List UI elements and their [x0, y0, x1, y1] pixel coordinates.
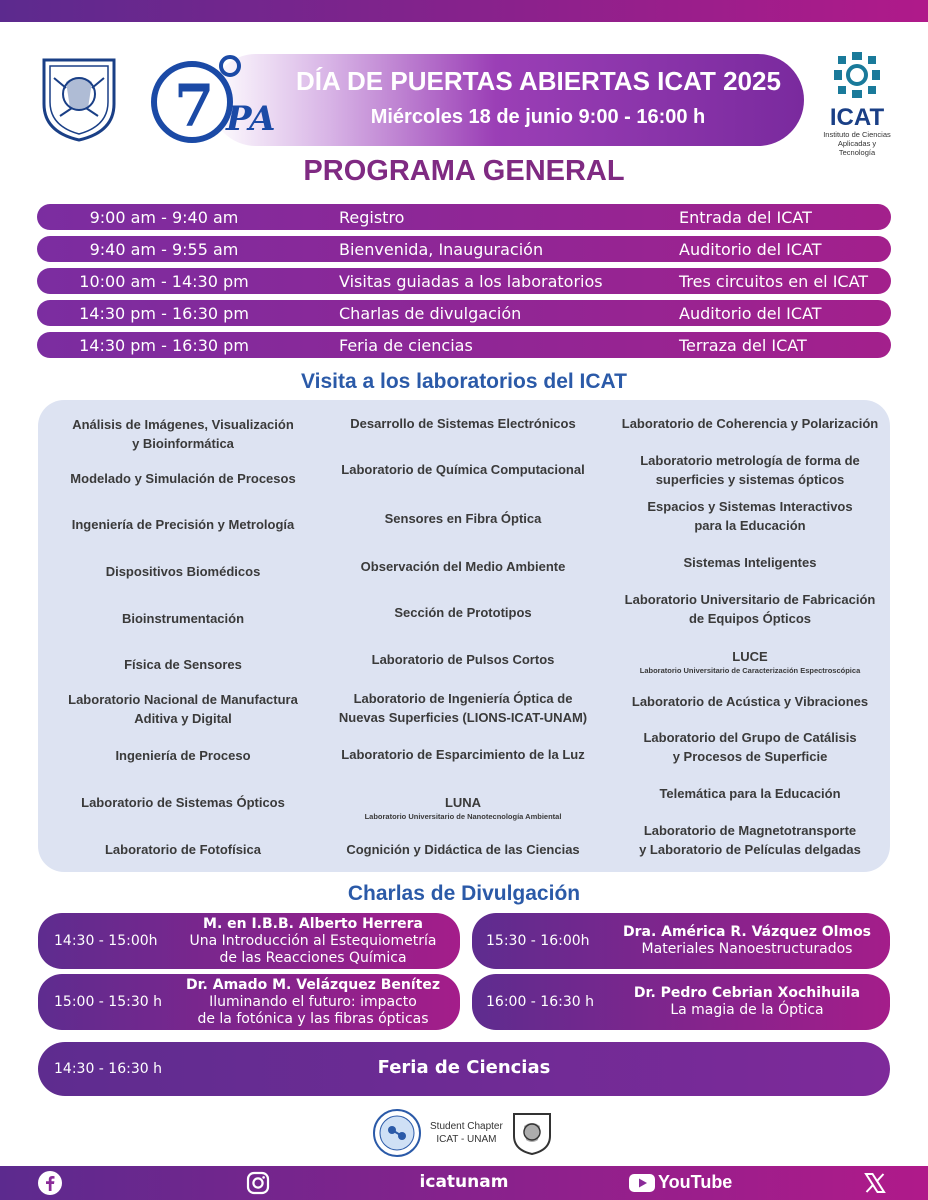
- talk-info: [612, 913, 882, 969]
- icat-logo: [820, 50, 894, 157]
- schedule-row: [37, 268, 891, 294]
- schedule-row: [37, 204, 891, 230]
- talk-topic: de la fotónica y las fibras ópticas: [197, 1010, 429, 1027]
- talk-time: 16:00 - 16:30 h: [486, 994, 594, 1010]
- instagram-icon[interactable]: [246, 1171, 270, 1195]
- lab-item: Laboratorio de Ingeniería Óptica de Nuevas Superficies (LIONS-ICAT-UNAM): [338, 691, 588, 725]
- lab-item: Laboratorio del Grupo de Catálisis y Procesos de Superficie: [643, 730, 857, 764]
- talk-topic: La magia de la Óptica: [670, 1002, 824, 1018]
- schedule-time: 10:00 am - 14:30 pm: [79, 272, 249, 291]
- fair-title: Feria de Ciencias: [377, 1057, 551, 1078]
- schedule-time: 9:40 am - 9:55 am: [89, 240, 239, 259]
- youtube-label[interactable]: YouTube: [658, 1172, 733, 1192]
- puertas-abiertas-logo-icon: [144, 52, 294, 148]
- schedule-row: [37, 236, 891, 262]
- lab-item: Observación del Medio Ambiente: [360, 559, 566, 574]
- talks-title: Charlas de Divulgación: [347, 882, 581, 905]
- lab-item: Dispositivos Biomédicos: [105, 564, 261, 579]
- youtube-icon[interactable]: [628, 1172, 656, 1194]
- talk-card: [38, 974, 460, 1030]
- schedule-place: Tres circuitos en el ICAT: [679, 272, 869, 291]
- event-date: Miércoles 18 de junio 9:00 - 16:00 h: [370, 106, 706, 128]
- talk-card: [472, 974, 890, 1030]
- talk-speaker: M. en I.B.B. Alberto Herrera: [203, 915, 423, 932]
- schedule-time: 14:30 pm - 16:30 pm: [79, 336, 249, 355]
- talk-info: [612, 974, 882, 1030]
- schedule-time: 9:00 am - 9:40 am: [89, 208, 239, 227]
- lab-item: Sensores en Fibra Óptica: [384, 511, 542, 526]
- social-handle[interactable]: icatunam: [419, 1172, 509, 1192]
- lab-item: LUCE Laboratorio Universitario de Caracterización Espectroscópica: [639, 649, 861, 675]
- unam-seal-icon: [36, 52, 122, 142]
- talk-card: [472, 913, 890, 969]
- lab-item: Laboratorio Nacional de Manufactura Aditiva y Digital: [68, 692, 298, 726]
- lab-item: Laboratorio de Sistemas Ópticos: [81, 795, 285, 810]
- student-chapter-logo-icon: [372, 1108, 422, 1158]
- lab-item: Sección de Prototipos: [394, 605, 532, 620]
- schedule-activity: Bienvenida, Inauguración: [339, 240, 544, 259]
- talk-speaker: Dr. Amado M. Velázquez Benítez: [186, 976, 440, 993]
- lab-item: Física de Sensores: [124, 657, 242, 672]
- program-title: PROGRAMA GENERAL: [303, 155, 625, 187]
- talk-time: 15:00 - 15:30 h: [54, 994, 162, 1010]
- lab-item: Laboratorio de Química Computacional: [341, 462, 585, 477]
- svg-text:PA: PA: [226, 99, 276, 139]
- lab-item: Laboratorio de Pulsos Cortos: [371, 652, 555, 667]
- labs-title: Visita a los laboratorios del ICAT: [301, 370, 627, 393]
- lab-item: Sistemas Inteligentes: [683, 555, 817, 570]
- talk-topic: Materiales Nanoestructurados: [641, 941, 853, 957]
- lab-item: Laboratorio de Coherencia y Polarización: [621, 416, 879, 431]
- lab-item: Ingeniería de Precisión y Metrología: [71, 517, 295, 532]
- science-fair-bar: [38, 1042, 890, 1096]
- talk-time: 14:30 - 15:00h: [54, 933, 158, 949]
- schedule-activity: Charlas de divulgación: [339, 304, 522, 323]
- schedule-row: [37, 300, 891, 326]
- x-twitter-icon[interactable]: [864, 1172, 886, 1194]
- lab-item: Laboratorio de Fotofísica: [104, 842, 261, 857]
- talk-speaker: Dr. Pedro Cebrian Xochihuila: [633, 985, 861, 1001]
- schedule-activity: Visitas guiadas a los laboratorios: [339, 272, 603, 291]
- icat-emblem-icon: [832, 50, 882, 100]
- lab-item: Análisis de Imágenes, Visualización y Bioinformática: [72, 417, 294, 451]
- schedule-place: Terraza del ICAT: [679, 336, 807, 355]
- event-title: DÍA DE PUERTAS ABIERTAS ICAT 2025: [296, 66, 781, 96]
- schedule-activity: Registro: [339, 208, 405, 227]
- svg-text:7: 7: [174, 72, 215, 140]
- icat-subtitle-2: Aplicadas y Tecnología: [837, 139, 877, 157]
- talk-info: [178, 913, 448, 969]
- lab-item: Laboratorio de Magnetotransporte y Laboratorio de Películas delgadas: [639, 823, 861, 857]
- student-chapter-text: Student Chapter ICAT - UNAM: [430, 1121, 503, 1145]
- lab-item: Telemática para la Educación: [659, 786, 841, 801]
- lab-item: Laboratorio Universitario de Fabricación de Equipos Ópticos: [624, 592, 876, 626]
- icat-wordmark: ICAT: [829, 104, 885, 131]
- top-gradient-bar: [0, 0, 928, 22]
- talk-speaker: Dra. América R. Vázquez Olmos: [622, 924, 872, 940]
- schedule-place: Auditorio del ICAT: [679, 304, 822, 323]
- facebook-icon[interactable]: [38, 1171, 62, 1195]
- lab-item: Espacios y Sistemas Interactivos para la Educación: [647, 499, 853, 533]
- labs-panel: [38, 400, 890, 872]
- talk-topic: Iluminando el futuro: impacto: [209, 993, 417, 1010]
- lab-item: Laboratorio de Acústica y Vibraciones: [631, 694, 869, 709]
- talk-card: [38, 913, 460, 969]
- lab-item: Bioinstrumentación: [121, 611, 245, 626]
- schedule-place: Auditorio del ICAT: [679, 240, 822, 259]
- talk-topic: de las Reacciones Química: [219, 949, 407, 966]
- lab-item: Desarrollo de Sistemas Electrónicos: [350, 416, 576, 431]
- unam-seal-small-icon: [510, 1110, 554, 1156]
- schedule-row: [37, 332, 891, 358]
- talk-time: 15:30 - 16:00h: [486, 933, 590, 949]
- lab-item: LUNA Laboratorio Universitario de Nanotecnología Ambiental: [364, 795, 562, 821]
- schedule-place: Entrada del ICAT: [679, 208, 812, 227]
- lab-item: Modelado y Simulación de Procesos: [70, 471, 296, 486]
- lab-item: Laboratorio de Esparcimiento de la Luz: [341, 747, 585, 762]
- talk-info: [178, 974, 448, 1030]
- lab-item: Cognición y Didáctica de las Ciencias: [346, 842, 580, 857]
- schedule-time: 14:30 pm - 16:30 pm: [79, 304, 249, 323]
- talk-topic: Una Introducción al Estequiometría: [189, 932, 437, 949]
- lab-item: Ingeniería de Proceso: [115, 748, 251, 763]
- schedule-activity: Feria de ciencias: [339, 336, 473, 355]
- lab-item: Laboratorio metrología de forma de superficies y sistemas ópticos: [640, 453, 860, 487]
- fair-time: 14:30 - 16:30 h: [54, 1061, 162, 1077]
- icat-subtitle-1: Instituto de Ciencias: [823, 130, 891, 139]
